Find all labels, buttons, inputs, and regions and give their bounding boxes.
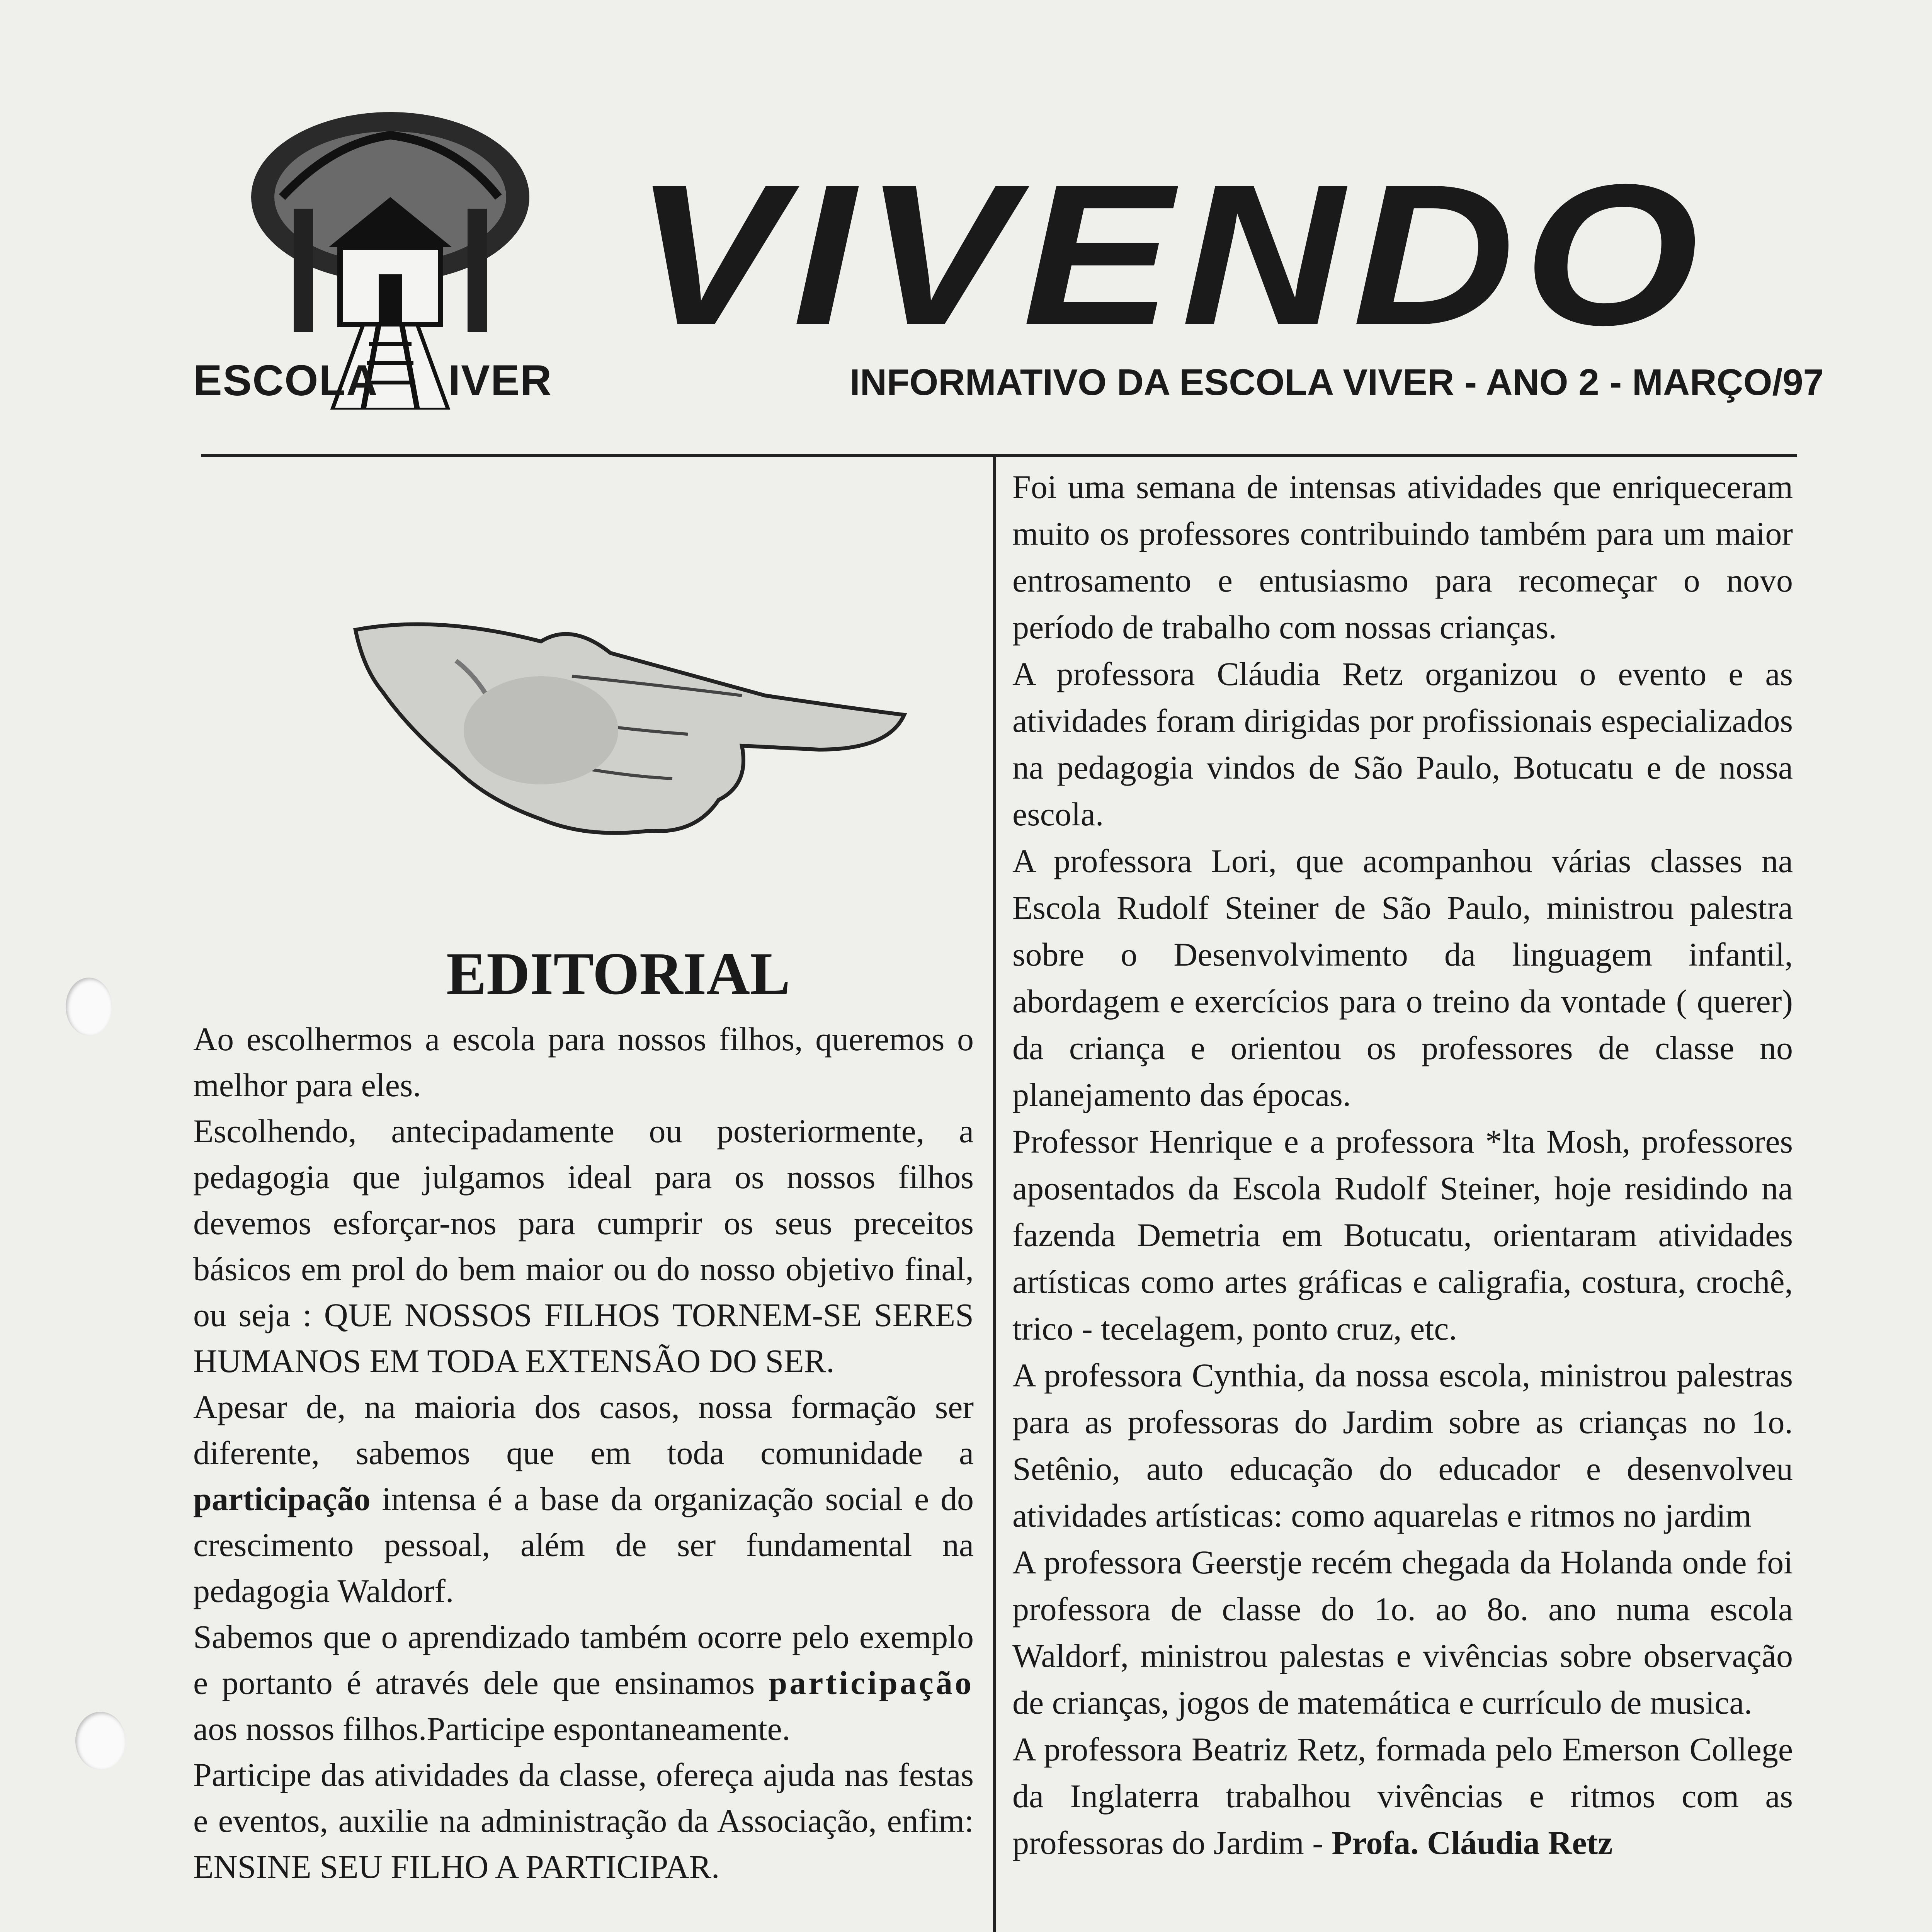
editorial-paragraph: Participe das atividades da classe, ofereça ajuda nas festas e eventos, auxilie na administração da Associação, enfim: ENSINE SEU FILHO A PARTICIPAR. (193, 1756, 974, 1885)
editorial-body (193, 1016, 974, 1890)
punch-hole-top (66, 978, 112, 1036)
punch-hole-bottom (75, 1712, 126, 1770)
right-paragraph: A professora Lori, que acompanhou várias classes na Escola Rudolf Steiner de São Paulo, ministrou palestra sobre o Desenvolvimento da linguagem infantil, abordagem e exercícios para o treino da vontade ( querer) da criança e orientou os professores de classe no planejamento das épocas. (1012, 842, 1793, 1113)
school-name (193, 355, 599, 410)
editorial-paragraph: Escolhendo, antecipadamente ou posteriormente, a pedagogia que julgamos ideal para os nossos filhos devemos esforçar-nos para cumprir os seus preceitos básicos em prol do bem maior ou do nosso objetivo final, ou seja : QUE NOSSOS FILHOS TORNEM-SE SERES HUMANOS EM TODA EXTENSÃO DO SER. (193, 1112, 974, 1379)
right-paragraph: A professora Cláudia Retz organizou o evento e as atividades foram dirigidas por profissionais especializados na pedagogia vindos de São Paulo, Botucatu e de nossa escola. (1012, 655, 1793, 833)
right-paragraph: Professor Henrique e a professora *lta Mosh, professores aposentados da Escola Rudolf Steiner, hoje residindo na fazenda Demetria em Botucatu, orientaram atividades artísticas como artes gráficas e caligrafia, costura, crochê, trico - tecelagem, ponto cruz, etc. (1012, 1123, 1793, 1347)
article-author: Profa. Cláudia Retz (1332, 1824, 1613, 1861)
school-name-right: IVER (448, 356, 553, 405)
right-paragraph: A professora Cynthia, da nossa escola, ministrou palestras para as professoras do Jardim sobre as crianças no 1o. Setênio, auto educação do educador e desenvolveu atividades artísticas: como aquarelas e ritmos no jardim (1012, 1357, 1793, 1534)
editorial-paragraph: Ao escolhermos a escola para nossos filhos, queremos o melhor para eles. (193, 1020, 974, 1104)
right-column-body (1012, 464, 1793, 1866)
school-name-left: ESCOLA (193, 356, 378, 405)
column-divider (993, 456, 996, 1932)
masthead-rule (201, 454, 1797, 457)
right-paragraph: Foi uma semana de intensas atividades que enriqueceram muito os professores contribuindo também para um maior entrosamento e entusiasmo para recomeçar o novo período de trabalho com nossas crianças. (1012, 468, 1793, 646)
right-paragraph: A professora Geerstje recém chegada da Holanda onde foi professora de classe do 1o. ao 8o. ano numa escola Waldorf, ministrou palestas e vivências sobre observação de crianças, jogos de matemática e currículo de musica. (1012, 1544, 1793, 1721)
editorial-heading: EDITORIAL (446, 940, 791, 1007)
editorial-paragraph: Apesar de, na maioria dos casos, nossa formação ser diferente, sabemos que em toda comunidade a participação intensa é a base da organização social e do crescimento pessoal, além de ser fundamental na pedagogia Waldorf. (193, 1388, 974, 1609)
right-paragraph: A professora Beatriz Retz, formada pelo Emerson College da Inglaterra trabalhou vivências e ritmos com as professoras do Jardim - Profa. Cláudia Retz (1012, 1731, 1793, 1861)
pointing-hand-illustration (340, 568, 920, 838)
editorial-paragraph: Sabemos que o aprendizado também ocorre pelo exemplo e portanto é através dele que ensinamos participação aos nossos filhos.Participe espontaneamente. (193, 1618, 974, 1747)
masthead-title: VIVENDO (634, 143, 1708, 367)
masthead-subtitle: INFORMATIVO DA ESCOLA VIVER - ANO 2 - MARÇO/97 (849, 362, 1824, 403)
emphasis-participacao: participação (769, 1664, 974, 1701)
emphasis-participacao: participação (193, 1480, 371, 1517)
